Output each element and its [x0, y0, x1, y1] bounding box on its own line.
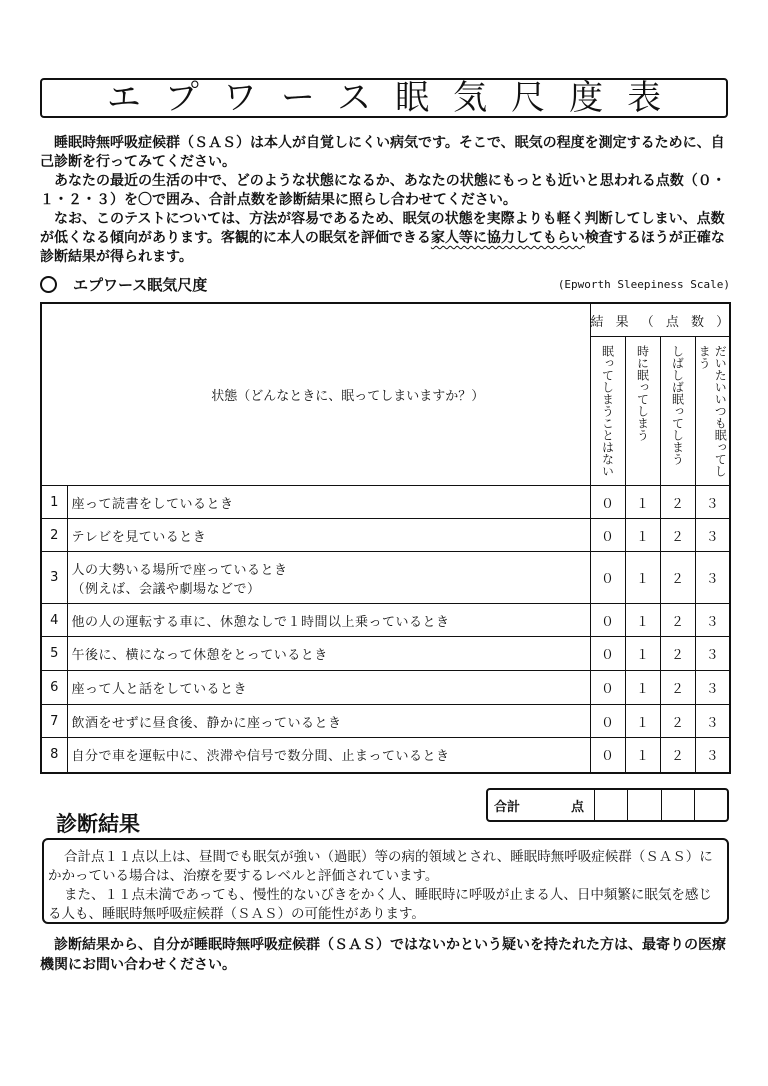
intro-paragraph-2 — [40, 172, 730, 210]
row-number: 8 — [41, 738, 67, 773]
row-text: 飲酒をせずに昼食後、静かに座っているとき — [67, 705, 590, 738]
column-header-2 — [660, 337, 695, 486]
table-row — [41, 637, 730, 671]
total-label-text: 合計 — [494, 799, 521, 815]
total-label — [488, 790, 594, 820]
score-0[interactable]: ０ — [590, 738, 625, 773]
row-number: 1 — [41, 486, 67, 519]
score-3[interactable]: ３ — [695, 637, 730, 671]
score-2[interactable]: ２ — [660, 604, 695, 637]
score-0[interactable]: ０ — [590, 519, 625, 552]
column-header-3-text: だいたいいつも眠ってしまう — [697, 345, 728, 477]
score-1[interactable]: １ — [625, 637, 660, 671]
final-note-text: 診断結果から、自分が睡眠時無呼吸症候群（ＳＡＳ）ではないかという疑いを持たれた方は、最寄りの医療機関にお問い合わせください。 — [40, 937, 726, 973]
table-row — [41, 519, 730, 552]
intro-p3-text-a: なお、このテストについては、方法が容易であるため、眠気の状態を実際よりも軽く判断してしまい、点数が低くなる傾向があります。客観的に本人の眠気を評価できる — [40, 211, 725, 246]
table-row — [41, 552, 730, 604]
score-2[interactable]: ２ — [660, 637, 695, 671]
score-1[interactable]: １ — [625, 552, 660, 604]
score-3[interactable]: ３ — [695, 519, 730, 552]
score-1[interactable]: １ — [625, 705, 660, 738]
score-2[interactable]: ２ — [660, 486, 695, 519]
score-2[interactable]: ２ — [660, 738, 695, 773]
row-text-note: （例えば、会議や劇場などで） — [71, 581, 261, 597]
result-header: 結 果 （ 点 数 ） — [590, 303, 730, 337]
score-1[interactable]: １ — [625, 486, 660, 519]
score-3[interactable]: ３ — [695, 705, 730, 738]
table-row — [41, 671, 730, 705]
epworth-table — [40, 302, 734, 774]
intro-p3-emphasis: 家人等に協力してもらい — [430, 230, 585, 246]
row-number: 4 — [41, 604, 67, 637]
table-row — [41, 604, 730, 637]
diagnosis-paragraph-1 — [48, 848, 721, 886]
column-header-3 — [695, 337, 730, 486]
diagnosis-p2-text: また、１１点未満であっても、慢性的ないびきをかく人、睡眠時に呼吸が止まる人、日中頻繁に眠気を感じる人も、睡眠時無呼吸症候群（ＳＡＳ）の可能性があります。 — [48, 887, 712, 922]
row-number: 2 — [41, 519, 67, 552]
row-text: 他の人の運転する車に、休憩なしで１時間以上乗っているとき — [67, 604, 590, 637]
score-0[interactable]: ０ — [590, 705, 625, 738]
total-unit-text: 点 — [570, 799, 584, 815]
row-text: 人の大勢いる場所で座っているとき — [71, 562, 288, 578]
final-note — [40, 935, 730, 975]
diagnosis-title: 診断結果 — [56, 812, 140, 836]
score-0[interactable]: ０ — [590, 671, 625, 705]
row-text: 座って人と話をしているとき — [67, 671, 590, 705]
score-3[interactable]: ３ — [695, 552, 730, 604]
section-heading — [40, 274, 730, 296]
total-input-cell[interactable] — [661, 790, 694, 820]
column-header-1 — [625, 337, 660, 486]
table-row — [41, 738, 730, 773]
column-header-1-text: 時に眠ってしまう — [635, 345, 650, 441]
page-title: エプワース眠気尺度表 — [106, 78, 686, 118]
intro-p3-text-b: 検査するほうが正確な診断結果が得られます。 — [40, 230, 725, 265]
diagnosis-box — [42, 838, 729, 924]
intro-p2-text: あなたの最近の生活の中で、どのような状態になるか、あなたの状態にもっとも近いと思われる点数（０・１・２・３）を〇で囲み、合計点数を診断結果に照らし合わせてください。 — [40, 173, 726, 208]
score-2[interactable]: ２ — [660, 519, 695, 552]
row-number: 7 — [41, 705, 67, 738]
total-input-cell[interactable] — [594, 790, 627, 820]
score-0[interactable]: ０ — [590, 486, 625, 519]
state-header: 状態（どんなときに、眠ってしまいますか？） — [211, 389, 485, 404]
score-3[interactable]: ３ — [695, 604, 730, 637]
row-number: 6 — [41, 671, 67, 705]
row-text: 午後に、横になって休憩をとっているとき — [67, 637, 590, 671]
total-score-box — [486, 788, 729, 822]
diagnosis-p1-text: 合計点１１点以上は、昼間でも眠気が強い（過眠）等の病的領域とされ、睡眠時無呼吸症候群（ＳＡＳ）にかかっている場合は、治療を要するレベルと評価されています。 — [48, 849, 713, 884]
score-1[interactable]: １ — [625, 738, 660, 773]
row-text-cell — [67, 552, 590, 604]
row-number: 5 — [41, 637, 67, 671]
row-text: テレビを見ているとき — [67, 519, 590, 552]
intro-p1-text: 睡眠時無呼吸症候群（ＳＡＳ）は本人が自覚しにくい病気です。そこで、眠気の程度を測定するために、自己診断を行ってみてください。 — [40, 135, 725, 170]
section-label: エプワース眠気尺度 — [73, 276, 208, 294]
diagnosis-paragraph-2 — [48, 886, 721, 924]
score-2[interactable]: ２ — [660, 671, 695, 705]
table-row — [41, 486, 730, 519]
intro-text — [40, 134, 730, 267]
score-0[interactable]: ０ — [590, 552, 625, 604]
score-2[interactable]: ２ — [660, 705, 695, 738]
state-header-cell — [41, 303, 590, 486]
score-0[interactable]: ０ — [590, 604, 625, 637]
total-input-cell[interactable] — [694, 790, 727, 820]
score-1[interactable]: １ — [625, 604, 660, 637]
row-text: 自分で車を運転中に、渋滞や信号で数分間、止まっているとき — [67, 738, 590, 773]
total-input-cell[interactable] — [627, 790, 660, 820]
column-header-2-text: しばしば眠ってしまう — [670, 345, 685, 465]
score-1[interactable]: １ — [625, 671, 660, 705]
score-3[interactable]: ３ — [695, 738, 730, 773]
intro-paragraph-1 — [40, 134, 730, 172]
section-english-label: (Epworth Sleepiness Scale) — [557, 278, 730, 291]
score-0[interactable]: ０ — [590, 637, 625, 671]
score-3[interactable]: ３ — [695, 486, 730, 519]
score-1[interactable]: １ — [625, 519, 660, 552]
score-2[interactable]: ２ — [660, 552, 695, 604]
intro-paragraph-3 — [40, 210, 730, 267]
table-row — [41, 705, 730, 738]
column-header-0-text: 眠ってしまうことはない — [600, 345, 615, 477]
title-box — [40, 78, 728, 118]
column-header-0 — [590, 337, 625, 486]
circle-bullet-icon — [40, 276, 57, 293]
row-text: 座って読書をしているとき — [67, 486, 590, 519]
row-number: 3 — [41, 552, 67, 604]
score-3[interactable]: ３ — [695, 671, 730, 705]
